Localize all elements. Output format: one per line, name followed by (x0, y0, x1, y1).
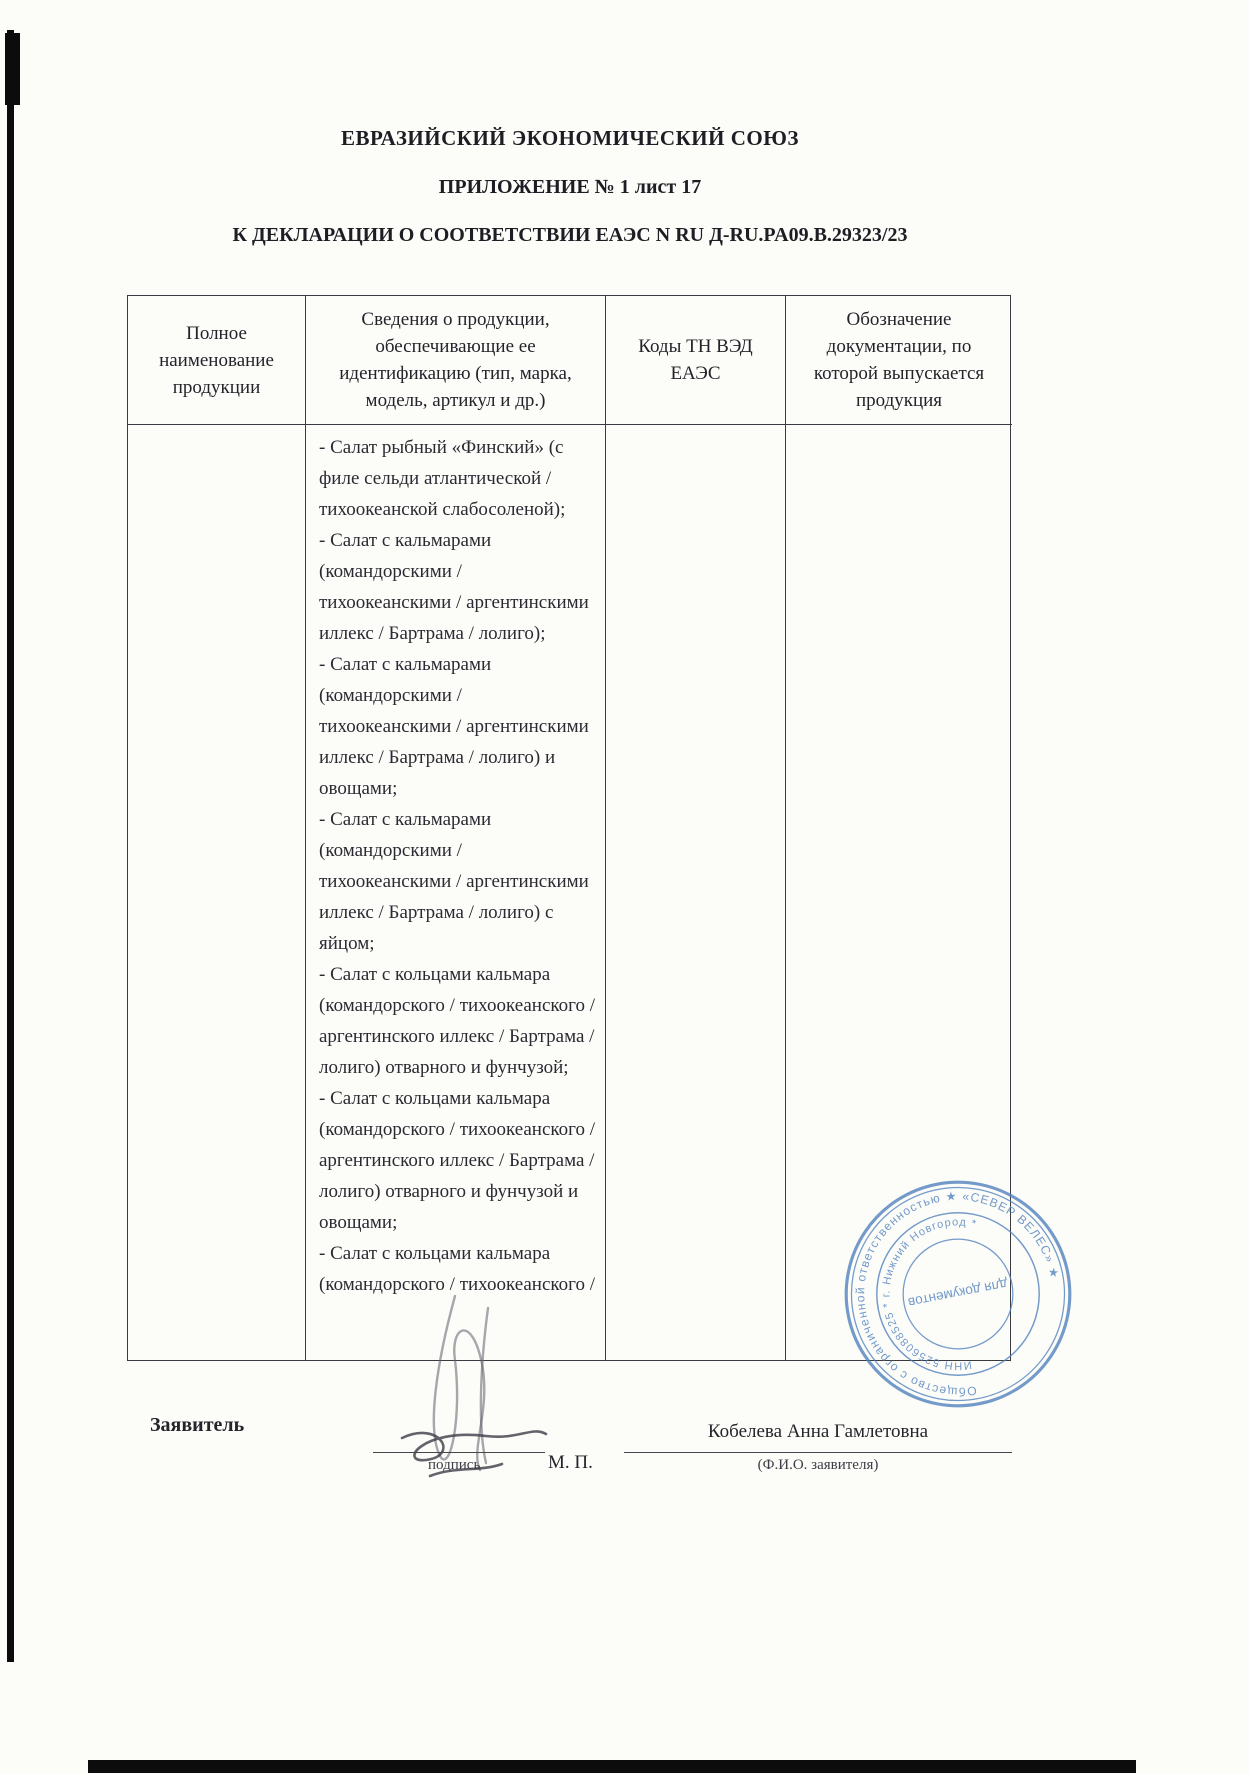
product-line: - Салат с кальмарами (командорскими / тихоокеанскими / аргентинскими иллекс / Бартрама / лолиго); (319, 530, 589, 644)
table-header-product-name: Полное наименование продукции (128, 296, 306, 425)
company-stamp (822, 1158, 1094, 1430)
stamp-ring-text-outer: Общество с ограниченной ответственностью ★ «СЕВЕР ВЕЛЕС» ★ (853, 1188, 1062, 1399)
table-header-product-details: Сведения о продукции, обеспечивающие ее идентификацию (тип, марка, модель, артикул и др.) (306, 296, 606, 425)
table-cell-product-name (128, 425, 306, 1360)
product-line: - Салат с кольцами кальмара (командорского / тихоокеанского / (319, 1243, 596, 1295)
table-cell-product-details (306, 425, 606, 1360)
signature-line (373, 1452, 545, 1453)
applicant-name: Кобелева Анна Гамлетовна (707, 1421, 929, 1442)
applicant-name-line (624, 1452, 1012, 1453)
product-line: - Салат с кальмарами (командорскими / тихоокеанскими / аргентинскими иллекс / Бартрама / лолиго) и овощами; (319, 654, 589, 799)
product-line: - Салат с кальмарами (командорскими / тихоокеанскими / аргентинскими иллекс / Бартрама / лолиго) с яйцом; (319, 809, 589, 954)
scan-artifact-left-blob (5, 33, 20, 105)
product-line: - Салат с кольцами кальмара (командорского / тихоокеанского / аргентинского иллекс / Бартрама / лолиго) отварного и фунчузой и овощами; (319, 1088, 596, 1233)
stamp-center-text: для документов (906, 1276, 1009, 1311)
product-line: - Салат рыбный «Финский» (с филе сельди атлантической / тихоокеанской слабосоленой); (319, 437, 566, 520)
scan-artifact-left-edge (7, 30, 14, 1662)
product-line: - Салат с кольцами кальмара (командорского / тихоокеанского / аргентинского иллекс / Бартрама / лолиго) отварного и фунчузой; (319, 964, 596, 1078)
table-header-documentation: Обозначение документации, по которой выпускается продукция (786, 296, 1012, 425)
stamp-ring-text-inner: ИНН 5256088525 * г. Нижний Новгород * (880, 1216, 978, 1372)
document-subtitle-declaration: К ДЕКЛАРАЦИИ О СООТВЕТСТВИИ ЕАЭС N RU Д-RU.PA09.B.29323/23 (232, 224, 908, 246)
scan-artifact-bottom-edge (88, 1760, 1136, 1773)
applicant-name-caption: (Ф.И.О. заявителя) (757, 1457, 879, 1473)
document-subtitle-annex: ПРИЛОЖЕНИЕ № 1 лист 17 (438, 176, 702, 198)
applicant-label: Заявитель (150, 1414, 245, 1436)
table-header-tnved-codes: Коды ТН ВЭД ЕАЭС (606, 296, 786, 425)
table-cell-tnved-codes (606, 425, 786, 1360)
signature-caption: подпись (428, 1457, 481, 1473)
document-title: ЕВРАЗИЙСКИЙ ЭКОНОМИЧЕСКИЙ СОЮЗ (341, 126, 799, 150)
seal-place-label: М. П. (548, 1452, 593, 1473)
